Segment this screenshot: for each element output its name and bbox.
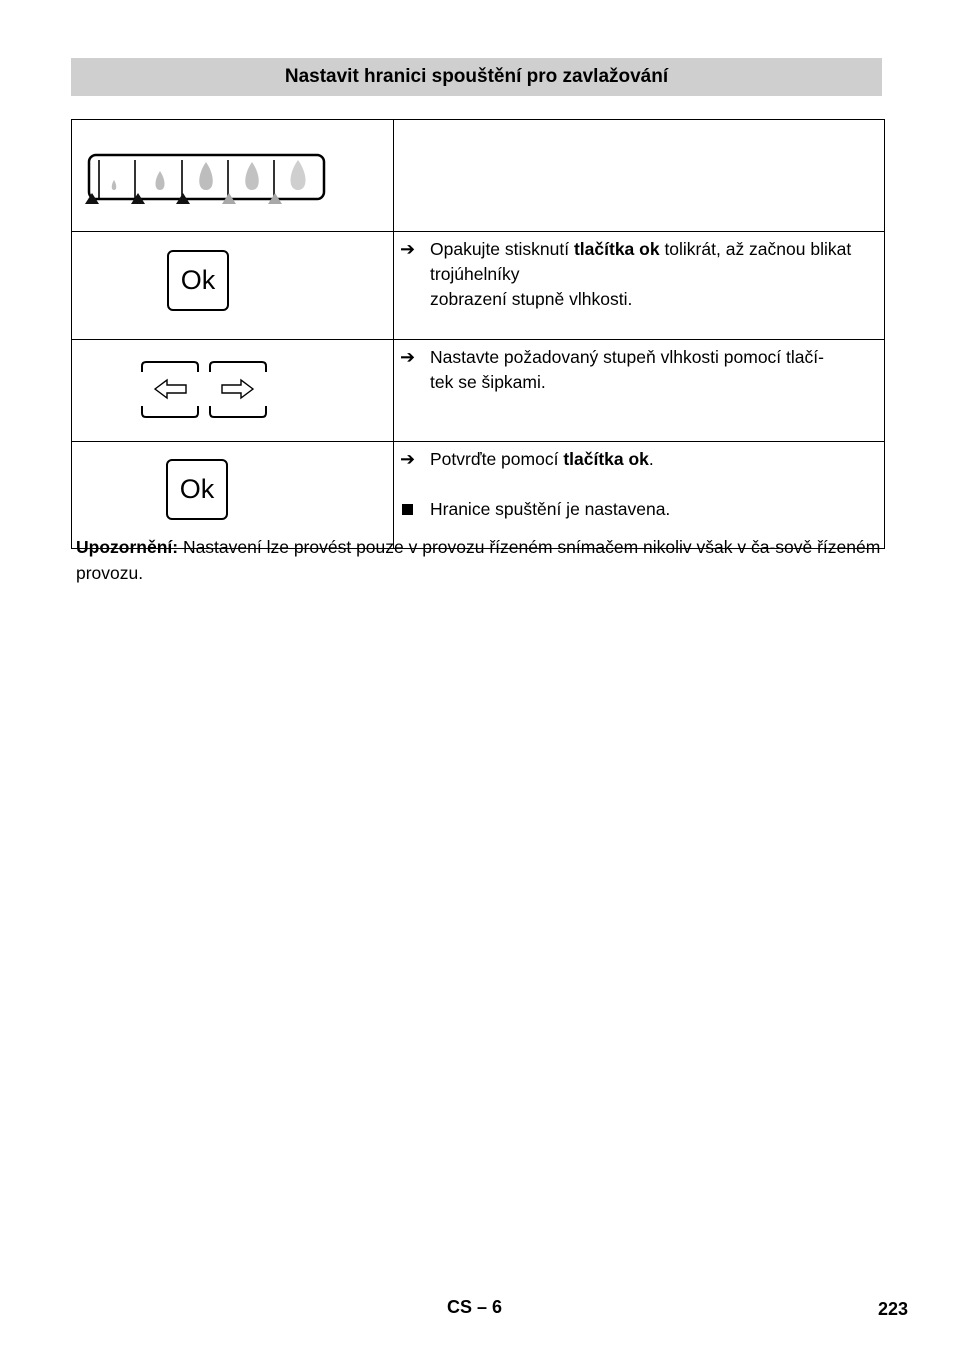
step-text-cell <box>394 232 885 340</box>
drop-icon <box>199 162 213 190</box>
ok-key-cell <box>72 232 394 340</box>
left-key-icon <box>142 362 198 417</box>
drop-icon <box>112 180 117 190</box>
note-text: Nastavení lze provést pouze v provozu řízeném snímačem nikoliv však v ča-sově řízeném provozu. <box>76 537 881 583</box>
footer-section-label: CS – 6 <box>447 1297 503 1317</box>
humidity-level-display-icon <box>82 150 342 210</box>
square-bullet-icon <box>402 504 413 515</box>
footer-page-number: 223 <box>878 1299 909 1319</box>
arrow-keys-cell <box>72 340 394 442</box>
section-title: Nastavit hranici spouštění pro zavlažování <box>284 66 669 87</box>
ok-key-cell <box>72 442 394 549</box>
instruction-table <box>71 119 885 549</box>
step-text-cell <box>394 120 885 232</box>
step-text-cell <box>394 340 885 442</box>
table-row <box>72 340 885 442</box>
step-text: tolikrát, až začnou blikat trojúhelníky <box>430 239 852 284</box>
drop-icon <box>291 160 306 190</box>
humidity-display-cell <box>72 120 394 232</box>
drop-icon <box>245 162 259 190</box>
table-row <box>72 232 885 340</box>
step-text-bold: tlačítka ok <box>563 449 649 469</box>
step-text: zobrazení stupně vlhkosti. <box>430 289 633 309</box>
left-right-keys-icon <box>140 360 270 420</box>
step-text-bold: tlačítka ok <box>573 239 660 259</box>
result-text: Hranice spuštění je nastavena. <box>430 499 671 519</box>
table-row <box>72 442 885 549</box>
ok-key-icon <box>167 250 229 311</box>
ok-key-label: Ok <box>179 474 215 504</box>
arrow-bullet-icon: ➔ <box>400 239 416 259</box>
arrow-bullet-icon: ➔ <box>400 347 416 367</box>
note-paragraph <box>76 534 886 586</box>
step-text: Nastavte požadovaný stupeň vlhkosti pomocí tlačí- <box>430 347 824 367</box>
step-text-cell <box>394 442 885 549</box>
step-text: tek se šipkami. <box>430 372 546 392</box>
step-text: . <box>648 449 654 469</box>
note-label: Upozornění: <box>76 537 179 557</box>
table-row <box>72 120 885 232</box>
right-key-icon <box>210 362 266 417</box>
arrow-bullet-icon: ➔ <box>400 449 416 469</box>
ok-key-icon <box>166 459 228 520</box>
ok-key-label: Ok <box>180 265 216 295</box>
step-text: Potvrďte pomocí <box>430 449 564 469</box>
section-title-bar <box>71 58 882 96</box>
right-arrow-icon <box>222 380 253 398</box>
step-text: Opakujte stisknutí <box>430 239 574 259</box>
drop-icon <box>156 171 165 190</box>
left-arrow-icon <box>155 380 186 398</box>
